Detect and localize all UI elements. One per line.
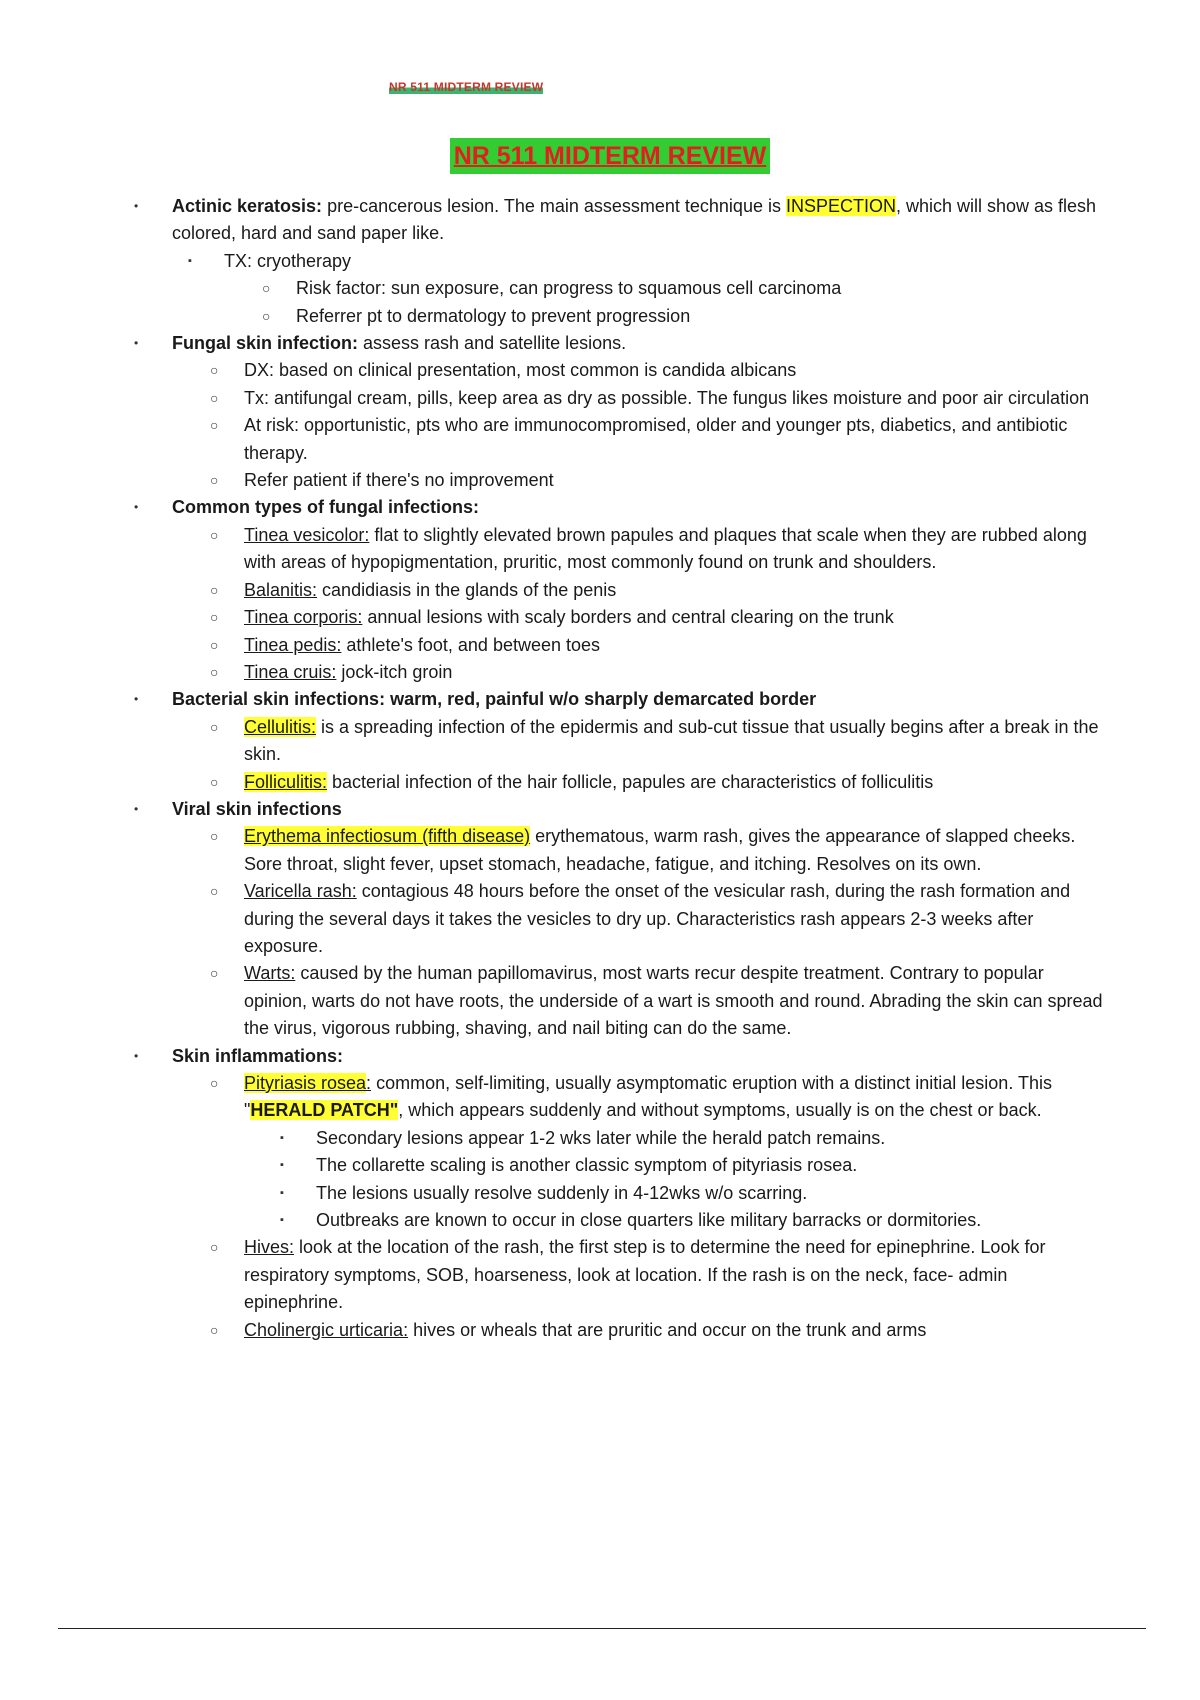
list-item-bacterial-infections [124,686,1104,713]
term-label: Common types of fungal infections: [172,497,480,518]
term-label: Cholinergic urticaria: [244,1319,409,1340]
term-label: Pityriasis rosea [244,1073,367,1093]
bullet-dot: • [134,336,139,351]
list-item-folliculitis [124,769,1104,796]
term-label: Varicella rash: [244,881,357,902]
bullet-square: ▪ [280,1131,284,1144]
term-label: Hives: [244,1237,295,1258]
item-text: bacterial infection of the hair follicle, papules are characteristics of folliculitis [327,771,934,792]
list-item-fungal-skin-infection [124,330,1104,357]
bullet-circle: ○ [262,307,271,324]
list-item-cellulitis [124,714,1104,769]
item-text: Referrer pt to dermatology to prevent progression [296,305,691,326]
term-label: Actinic keratosis: [172,196,323,216]
list-item-fungal-refer [124,467,1104,494]
list-item-tinea-pedis [124,632,1104,659]
bullet-circle: ○ [210,1075,219,1091]
list-item-viral-infections [124,796,1104,823]
list-item-risk-factor [124,275,1104,302]
item-text: is a spreading infection of the epidermis and sub-cut tissue that usually begins after a break in the skin. [244,716,1099,765]
bullet-square: ▪ [188,254,192,267]
term-label: Tinea vesicolor: [244,524,370,545]
bullet-circle: ○ [210,965,219,982]
list-item-referral [124,303,1104,330]
bullet-circle: ○ [210,883,219,900]
item-text: candidiasis in the glands of the penis [317,579,617,600]
list-item-fungal-types [124,494,1104,521]
bullet-square: ▪ [280,1214,284,1227]
list-item-erythema-infectiosum [124,823,1104,878]
term-label: Skin inflammations: [172,1045,344,1066]
bullet-circle: ○ [210,581,219,598]
item-text: TX: cryotherapy [224,250,352,271]
item-text: caused by the human papillomavirus, most warts recur despite treatment. Contrary to popular opinion, warts do not have roots, the underside of a wart is smooth and round. Abrading the skin can spread the virus, vigorous rubbing, shaving, and nail biting can do the same. [244,963,1103,1039]
bullet-circle: ○ [210,663,219,680]
term-label: Bacterial skin infections: warm, red, painful w/o sharply demarcated border [172,689,817,710]
page-title: NR 511 MIDTERM REVIEW [450,138,771,174]
item-text: assess rash and satellite lesions. [358,333,627,354]
bullet-square: ▪ [280,1186,284,1199]
bullet-circle: ○ [210,636,219,653]
document-body [124,193,1104,1344]
item-text: Tx: antifungal cream, pills, keep area as dry as possible. The fungus likes moisture and poor air circulation [244,387,1090,408]
bullet-dot: • [134,199,139,213]
bullet-circle: ○ [210,773,219,790]
page-header-line: NR 511 MIDTERM REVIEW [389,80,544,94]
title-container [0,138,1200,174]
bullet-circle: ○ [210,362,219,379]
list-item-collarette-scaling [124,1152,1104,1179]
bullet-circle: ○ [210,417,219,434]
item-text: DX: based on clinical presentation, most common is candida albicans [244,360,797,381]
term-label: Viral skin infections [172,798,342,819]
list-item-hives [124,1234,1104,1316]
item-text: pre-cancerous lesion. The main assessment technique is [322,196,786,216]
term-label: Erythema infectiosum (fifth disease) [244,826,531,847]
item-text: erythematous, warm rash, gives the appearance of slapped cheeks. Sore throat, slight fever, upset stomach, headache, fatigue, and itching. Resolves on its own. [244,826,1076,874]
item-text: , which appears suddenly and without symptoms, usually is on the chest or back. [398,1100,1042,1121]
list-item-pityriasis-rosea [124,1070,1104,1125]
term-label: Warts: [244,963,296,984]
bullet-square: ▪ [280,1159,284,1172]
term-label: Folliculitis: [244,771,328,792]
item-text: flat to slightly elevated brown papules and plaques that scale when they are rubbed along with areas of hypopigmentation, pruritic, most commonly found on trunk and shoulders. [244,524,1087,573]
item-text: The collarette scaling is another classic symptom of pityriasis rosea. [316,1155,858,1176]
term-label: Balanitis: [244,579,318,600]
highlighted-text: INSPECTION [785,196,896,216]
item-text: Risk factor: sun exposure, can progress to squamous cell carcinoma [296,278,842,299]
term-label: Cellulitis: [244,716,317,737]
bullet-circle: ○ [210,609,219,626]
list-item-actinic-keratosis [124,193,1104,248]
bullet-circle: ○ [210,389,219,406]
list-item-lesions-resolve [124,1180,1104,1207]
item-text: annual lesions with scaly borders and central clearing on the trunk [362,607,894,628]
bullet-circle: ○ [210,526,219,543]
list-item-cholinergic-urticaria [124,1317,1104,1344]
highlighted-text: HERALD PATCH" [250,1100,399,1121]
item-text: athlete's foot, and between toes [341,634,601,655]
list-item-fungal-tx [124,385,1104,412]
list-item-warts [124,960,1104,1042]
term-colon: : [366,1073,372,1093]
footer-divider [58,1628,1146,1629]
item-text: jock-itch groin [336,661,453,682]
term-label: Tinea corporis: [244,607,363,628]
item-text: The lesions usually resolve suddenly in 4-12wks w/o scarring. [316,1182,808,1203]
item-text: Outbreaks are known to occur in close quarters like military barracks or dormitories. [316,1210,982,1231]
list-item-varicella [124,878,1104,960]
list-item-secondary-lesions [124,1125,1104,1152]
item-text: At risk: opportunistic, pts who are immunocompromised, older and younger pts, diabetics, and antibiotic therapy. [244,415,1068,463]
term-label: Fungal skin infection: [172,333,359,354]
bullet-dot: • [134,801,139,816]
list-item-skin-inflammations [124,1043,1104,1070]
item-text: hives or wheals that are pruritic and occur on the trunk and arms [408,1319,927,1340]
list-item-fungal-dx [124,357,1104,384]
item-text: Refer patient if there's no improvement [244,470,554,491]
item-text: look at the location of the rash, the first step is to determine the need for epinephrine. Look for respiratory symptoms, SOB, hoarseness, look at location. If the rash is on the neck, face- admin epinephrine. [244,1237,1046,1313]
bullet-dot: • [134,692,139,707]
bullet-dot: • [134,1048,139,1063]
item-text: , which will show as flesh colored, hard and sand paper like. [172,196,1097,244]
bullet-circle: ○ [210,472,219,489]
bullet-circle: ○ [210,1239,219,1256]
list-item-fungal-risk [124,412,1104,467]
item-text: contagious 48 hours before the onset of the vesicular rash, during the rash formation and during the several days it takes the vesicles to dry up. Characteristics rash appears 2-3 weeks after exposure. [244,881,1071,956]
item-text: common, self-limiting, usually asymptomatic eruption with a distinct initial lesion. This " [244,1073,1052,1121]
item-text: Secondary lesions appear 1-2 wks later while the herald patch remains. [316,1127,886,1148]
bullet-circle: ○ [262,280,271,297]
term-label: Tinea cruis: [244,661,337,682]
list-item-treatment [124,248,1104,275]
bullet-circle: ○ [210,1321,219,1338]
list-item-tinea-vesicolor [124,522,1104,577]
list-item-outbreaks [124,1207,1104,1234]
bullet-circle: ○ [210,828,219,845]
bullet-dot: • [134,500,139,515]
bullet-circle: ○ [210,718,219,735]
list-item-balanitis [124,577,1104,604]
list-item-tinea-cruis [124,659,1104,686]
list-item-tinea-corporis [124,604,1104,631]
term-label: Tinea pedis: [244,634,342,655]
